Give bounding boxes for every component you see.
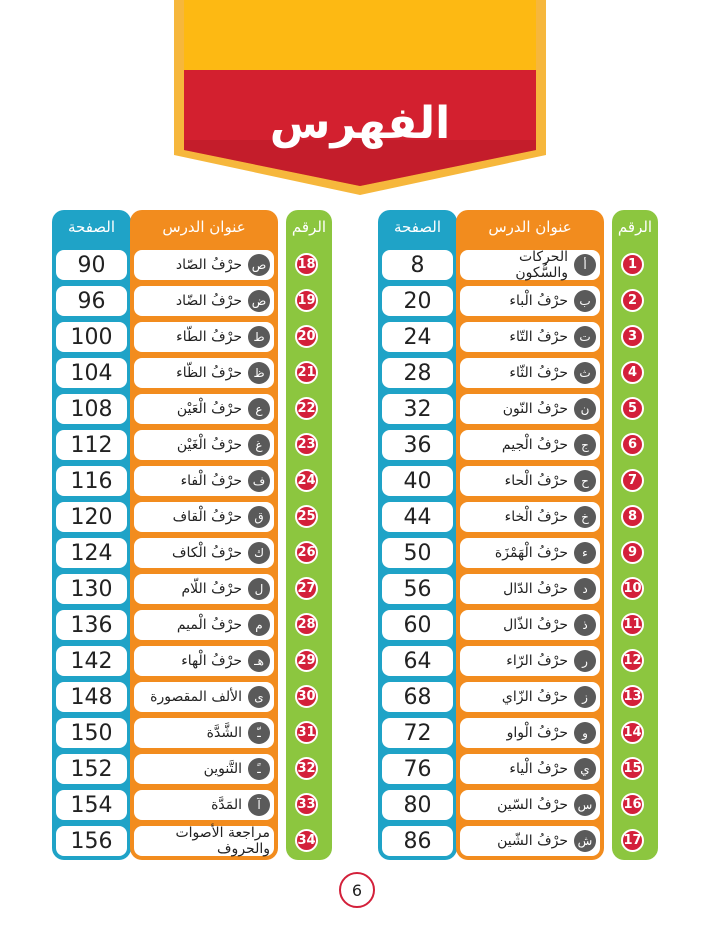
lesson-number-badge: 33	[295, 793, 318, 816]
table-row	[378, 393, 658, 425]
lesson-number-badge: 12	[621, 649, 644, 672]
letter-icon: م	[248, 614, 270, 636]
table-row	[52, 249, 332, 281]
letter-icon: ض	[248, 290, 270, 312]
lesson-number-badge: 2	[621, 289, 644, 312]
letter-icon: ي	[574, 758, 596, 780]
page-value: 136	[56, 610, 127, 640]
lesson-title-cell	[460, 538, 600, 568]
page-value: 154	[56, 790, 127, 820]
page-value: 90	[56, 250, 127, 280]
lesson-title: حرْفُ الْكاف	[171, 545, 242, 561]
page-value: 32	[382, 394, 453, 424]
page-value: 152	[56, 754, 127, 784]
lesson-title-cell	[460, 790, 600, 820]
lesson-title-cell	[134, 826, 274, 856]
page-value: 24	[382, 322, 453, 352]
lesson-title: حرْفُ الْحاء	[504, 473, 568, 489]
lesson-title: حرْفُ الرّاء	[506, 653, 568, 669]
table-row	[378, 321, 658, 353]
lesson-title: الحركات والسُّكون	[515, 249, 568, 281]
letter-icon: ب	[574, 290, 596, 312]
letter-icon: ذ	[574, 614, 596, 636]
lesson-title-cell	[460, 322, 600, 352]
lesson-number-badge: 3	[621, 325, 644, 348]
lesson-number-badge: 29	[295, 649, 318, 672]
table-row	[52, 717, 332, 749]
page-value: 108	[56, 394, 127, 424]
page-value: 44	[382, 502, 453, 532]
lesson-title-cell	[460, 574, 600, 604]
lesson-number-badge: 8	[621, 505, 644, 528]
lesson-title: المَدَّة	[211, 797, 242, 813]
letter-icon: ح	[574, 470, 596, 492]
lesson-title-cell	[460, 466, 600, 496]
table-row	[52, 825, 332, 857]
table-row	[52, 465, 332, 497]
lesson-number-badge: 7	[621, 469, 644, 492]
lesson-header: عنوان الدرس	[162, 218, 246, 236]
table-row	[52, 537, 332, 569]
lesson-number-badge: 20	[295, 325, 318, 348]
lesson-title: حرْفُ الْخاء	[504, 509, 568, 525]
lesson-title-cell	[460, 502, 600, 532]
lesson-header: عنوان الدرس	[488, 218, 572, 236]
letter-icon: خ	[574, 506, 596, 528]
table-row	[378, 825, 658, 857]
table-row	[52, 393, 332, 425]
lesson-title: حرْفُ الدّال	[503, 581, 568, 597]
lesson-title: حرْفُ الذّال	[503, 617, 568, 633]
lesson-title: حرْفُ الْهاء	[181, 653, 242, 669]
letter-icon: س	[574, 794, 596, 816]
letter-icon: ظ	[248, 362, 270, 384]
lesson-title: حرْفُ الظّاء	[176, 365, 242, 381]
page-header: الصفحة	[67, 218, 116, 236]
lesson-number-badge: 23	[295, 433, 318, 456]
table-row	[378, 789, 658, 821]
lesson-title-cell	[460, 610, 600, 640]
lesson-title: حرْفُ السّين	[497, 797, 568, 813]
letter-icon: ء	[574, 542, 596, 564]
lesson-number-badge: 34	[295, 829, 318, 852]
letter-icon: ص	[248, 254, 270, 276]
page-value: 96	[56, 286, 127, 316]
letter-icon: ـّ	[248, 722, 270, 744]
page-value: 50	[382, 538, 453, 568]
page-value: 80	[382, 790, 453, 820]
lesson-title-cell	[134, 574, 274, 604]
page-value: 142	[56, 646, 127, 676]
lesson-title-cell	[460, 358, 600, 388]
lesson-title-cell	[134, 502, 274, 532]
number-header: الرقم	[617, 218, 653, 236]
page-value: 64	[382, 646, 453, 676]
page-value: 116	[56, 466, 127, 496]
letter-icon: د	[574, 578, 596, 600]
lesson-title-cell	[134, 358, 274, 388]
lesson-title-cell	[460, 250, 600, 280]
table-row	[378, 645, 658, 677]
lesson-number-badge: 10	[621, 577, 644, 600]
lesson-title-cell	[460, 646, 600, 676]
letter-icon: ث	[574, 362, 596, 384]
letter-icon: ل	[248, 578, 270, 600]
letter-icon: هـ	[248, 650, 270, 672]
page-value: 124	[56, 538, 127, 568]
table-row	[378, 501, 658, 533]
lesson-title: حرْفُ الْهَمْزَة	[494, 545, 568, 561]
lesson-number-badge: 19	[295, 289, 318, 312]
lesson-title: حرْفُ الْجيم	[501, 437, 568, 453]
page-value: 56	[382, 574, 453, 604]
lesson-number-badge: 27	[295, 577, 318, 600]
page-value: 148	[56, 682, 127, 712]
letter-icon: ع	[248, 398, 270, 420]
page-value: 100	[56, 322, 127, 352]
page-value: 120	[56, 502, 127, 532]
lesson-title: حرْفُ النّون	[502, 401, 568, 417]
page-value: 8	[382, 250, 453, 280]
lesson-number-badge: 21	[295, 361, 318, 384]
lesson-title-cell	[134, 610, 274, 640]
table-row	[378, 357, 658, 389]
lesson-title: حرْفُ الزّاي	[501, 689, 568, 705]
page-value: 60	[382, 610, 453, 640]
lesson-number-badge: 30	[295, 685, 318, 708]
page-value: 130	[56, 574, 127, 604]
letter-icon: ش	[574, 830, 596, 852]
page-value: 156	[56, 826, 127, 856]
lesson-title-cell	[460, 826, 600, 856]
table-row	[52, 573, 332, 605]
letter-icon: ج	[574, 434, 596, 456]
letter-icon: ق	[248, 506, 270, 528]
lesson-title: حرْفُ الْغَيْن	[176, 437, 242, 453]
lesson-title-cell	[460, 754, 600, 784]
lesson-title: حرْفُ التّاء	[509, 329, 568, 345]
letter-icon: ز	[574, 686, 596, 708]
table-row	[52, 321, 332, 353]
letter-icon: ـً	[248, 758, 270, 780]
table-row	[378, 717, 658, 749]
letter-icon: ى	[248, 686, 270, 708]
table-row	[52, 285, 332, 317]
page-value: 76	[382, 754, 453, 784]
page-value: 104	[56, 358, 127, 388]
lesson-title: حرْفُ الضّاد	[175, 293, 242, 309]
lesson-number-badge: 5	[621, 397, 644, 420]
lesson-number-badge: 15	[621, 757, 644, 780]
lesson-number-badge: 4	[621, 361, 644, 384]
table-row	[52, 753, 332, 785]
lesson-number-badge: 13	[621, 685, 644, 708]
page-value: 86	[382, 826, 453, 856]
page-title: الفهرس	[269, 98, 451, 149]
lesson-number-badge: 25	[295, 505, 318, 528]
lesson-title: حرْفُ الطّاء	[176, 329, 242, 345]
table-row	[52, 357, 332, 389]
lesson-number-badge: 16	[621, 793, 644, 816]
letter-icon: ت	[574, 326, 596, 348]
lesson-title-cell	[134, 718, 274, 748]
lesson-number-badge: 22	[295, 397, 318, 420]
page-number: 6	[339, 872, 375, 908]
lesson-title-cell	[134, 790, 274, 820]
letter-icon: و	[574, 722, 596, 744]
table-row	[378, 573, 658, 605]
lesson-number-badge: 26	[295, 541, 318, 564]
lesson-number-badge: 9	[621, 541, 644, 564]
lesson-title-cell	[134, 394, 274, 424]
page-value: 150	[56, 718, 127, 748]
lesson-title: حرْفُ الْقاف	[172, 509, 242, 525]
letter-icon: أ	[574, 254, 596, 276]
lesson-title-cell	[134, 682, 274, 712]
lesson-title-cell	[460, 718, 600, 748]
lesson-title: الألف المقصورة	[150, 689, 242, 705]
letter-icon: غ	[248, 434, 270, 456]
lesson-title: حرْفُ الْميم	[176, 617, 242, 633]
letter-icon: آ	[248, 794, 270, 816]
page-value: 20	[382, 286, 453, 316]
letter-icon: ك	[248, 542, 270, 564]
lesson-title-cell	[460, 394, 600, 424]
lesson-number-badge: 32	[295, 757, 318, 780]
table-row	[378, 537, 658, 569]
table-row	[52, 681, 332, 713]
table-row	[378, 429, 658, 461]
page-value: 40	[382, 466, 453, 496]
lesson-title: حرْفُ الْياء	[509, 761, 568, 777]
lesson-title-cell	[460, 286, 600, 316]
lesson-title-cell	[134, 250, 274, 280]
lesson-number-badge: 17	[621, 829, 644, 852]
table-row	[52, 789, 332, 821]
lesson-title-cell	[134, 466, 274, 496]
lesson-title: الشَّدَّة	[206, 725, 242, 741]
lesson-title-cell	[134, 646, 274, 676]
lesson-title: حرْفُ الْعَيْن	[176, 401, 242, 417]
page-value: 36	[382, 430, 453, 460]
lesson-number-badge: 28	[295, 613, 318, 636]
table-row	[52, 609, 332, 641]
table-row	[378, 609, 658, 641]
letter-icon: ن	[574, 398, 596, 420]
lesson-title-cell	[134, 538, 274, 568]
table-row	[378, 681, 658, 713]
lesson-title-cell	[460, 682, 600, 712]
title-banner	[174, 0, 546, 200]
lesson-title: التَّنوين	[203, 761, 242, 777]
page-value: 28	[382, 358, 453, 388]
lesson-title-cell	[134, 286, 274, 316]
lesson-title-cell	[134, 754, 274, 784]
letter-icon: ف	[248, 470, 270, 492]
lesson-title: حرْفُ الثّاء	[509, 365, 568, 381]
lesson-title-cell	[460, 430, 600, 460]
table-row	[378, 249, 658, 281]
lesson-title-cell	[134, 322, 274, 352]
lesson-number-badge: 1	[621, 253, 644, 276]
table-row	[52, 501, 332, 533]
lesson-number-badge: 14	[621, 721, 644, 744]
lesson-title-cell	[134, 430, 274, 460]
lesson-title: حرْفُ الْفاء	[180, 473, 242, 489]
lesson-title: حرْفُ الْواو	[506, 725, 568, 741]
table-row	[52, 645, 332, 677]
table-row	[52, 429, 332, 461]
lesson-title: حرْفُ الْباء	[509, 293, 568, 309]
lesson-number-badge: 6	[621, 433, 644, 456]
lesson-title: حرْفُ الشّين	[497, 833, 568, 849]
page-value: 72	[382, 718, 453, 748]
page-value: 112	[56, 430, 127, 460]
letter-icon: ط	[248, 326, 270, 348]
table-row	[378, 465, 658, 497]
lesson-title: مراجعة الأصوات والحروف	[175, 825, 270, 857]
lesson-number-badge: 11	[621, 613, 644, 636]
lesson-number-badge: 24	[295, 469, 318, 492]
lesson-title: حرْفُ الصّاد	[175, 257, 242, 273]
lesson-title: حرْفُ اللّام	[181, 581, 242, 597]
page-value: 68	[382, 682, 453, 712]
lesson-number-badge: 18	[295, 253, 318, 276]
page-header: الصفحة	[393, 218, 442, 236]
table-row	[378, 753, 658, 785]
number-header: الرقم	[291, 218, 327, 236]
letter-icon: ر	[574, 650, 596, 672]
table-row	[378, 285, 658, 317]
lesson-number-badge: 31	[295, 721, 318, 744]
